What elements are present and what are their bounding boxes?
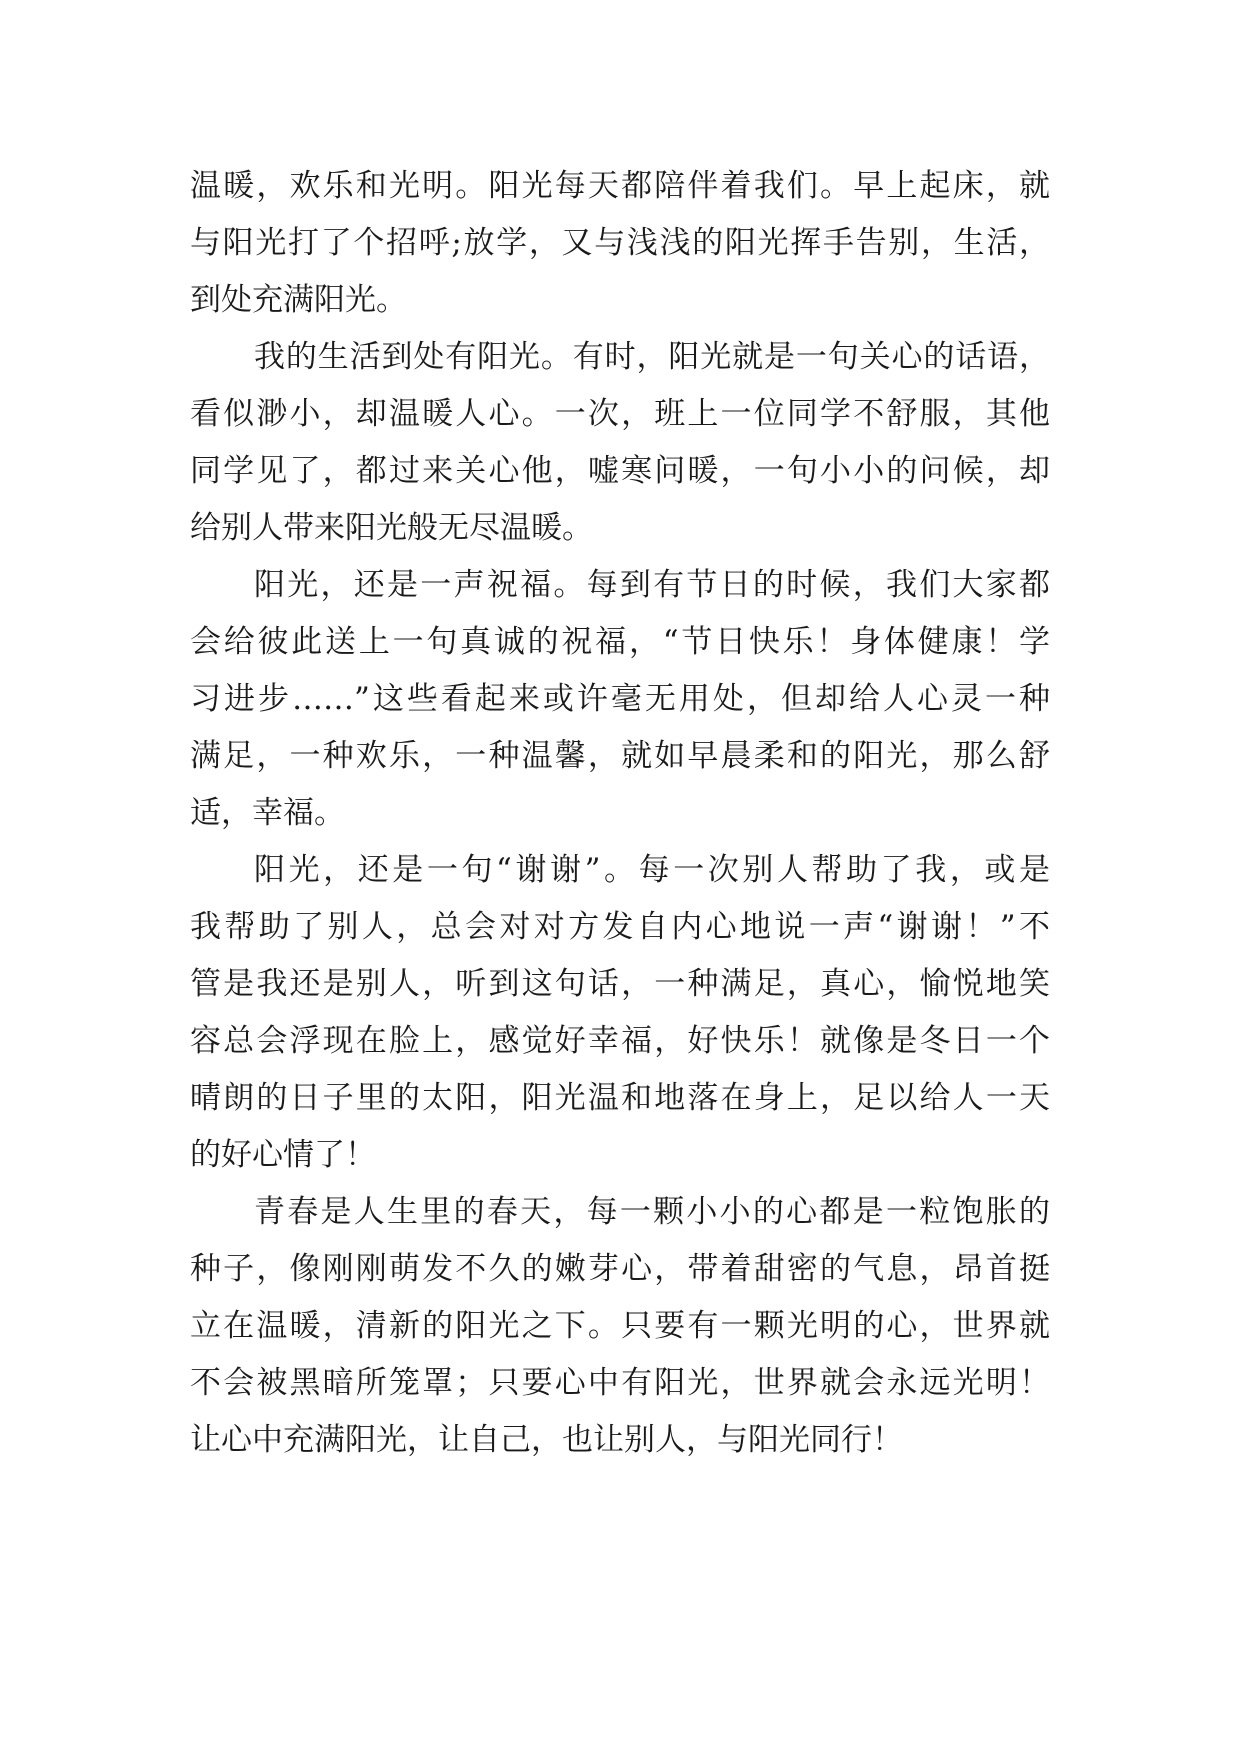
text-line: 习进步……”这些看起来或许毫无用处，但却给人心灵一种 bbox=[190, 681, 1050, 717]
text-line: 青春是人生里的春天，每一颗小小的心都是一粒饱胀的 bbox=[254, 1194, 1050, 1230]
text-line: 温暖，欢乐和光明。阳光每天都陪伴着我们。早上起床，就 bbox=[190, 168, 1050, 204]
text-line: 与阳光打了个招呼;放学，又与浅浅的阳光挥手告别，生活， bbox=[190, 225, 1050, 261]
text-line: 种子，像刚刚萌发不久的嫩芽心，带着甜密的气息，昂首挺 bbox=[190, 1251, 1050, 1287]
text-line: 我帮助了别人，总会对对方发自内心地说一声“谢谢！”不 bbox=[190, 909, 1050, 945]
document-body bbox=[190, 158, 1050, 1469]
text-line: 我的生活到处有阳光。有时，阳光就是一句关心的话语， bbox=[254, 339, 1050, 375]
text-line: 给别人带来阳光般无尽温暖。 bbox=[190, 510, 593, 546]
text-line: 看似渺小，却温暖人心。一次，班上一位同学不舒服，其他 bbox=[190, 396, 1050, 432]
text-line: 立在温暖，清新的阳光之下。只要有一颗光明的心，世界就 bbox=[190, 1308, 1050, 1344]
text-line: 晴朗的日子里的太阳，阳光温和地落在身上，足以给人一天 bbox=[190, 1080, 1050, 1116]
text-line: 的好心情了！ bbox=[190, 1137, 376, 1173]
text-line: 让心中充满阳光，让自己，也让别人，与阳光同行！ bbox=[190, 1422, 903, 1458]
text-line: 阳光，还是一声祝福。每到有节日的时候，我们大家都 bbox=[254, 567, 1050, 603]
text-line: 会给彼此送上一句真诚的祝福，“节日快乐！身体健康！学 bbox=[190, 624, 1050, 660]
text-line: 阳光，还是一句“谢谢”。每一次别人帮助了我，或是 bbox=[254, 852, 1050, 888]
text-line: 同学见了，都过来关心他，嘘寒问暖，一句小小的问候，却 bbox=[190, 453, 1050, 489]
text-line: 满足，一种欢乐，一种温馨，就如早晨柔和的阳光，那么舒 bbox=[190, 738, 1050, 774]
text-line: 适，幸福。 bbox=[190, 795, 345, 831]
text-line: 管是我还是别人，听到这句话，一种满足，真心，愉悦地笑 bbox=[190, 966, 1050, 1002]
text-line: 到处充满阳光。 bbox=[190, 282, 407, 318]
text-line: 不会被黑暗所笼罩；只要心中有阳光，世界就会永远光明！ bbox=[190, 1365, 1050, 1401]
text-line: 容总会浮现在脸上，感觉好幸福，好快乐！就像是冬日一个 bbox=[190, 1023, 1050, 1059]
